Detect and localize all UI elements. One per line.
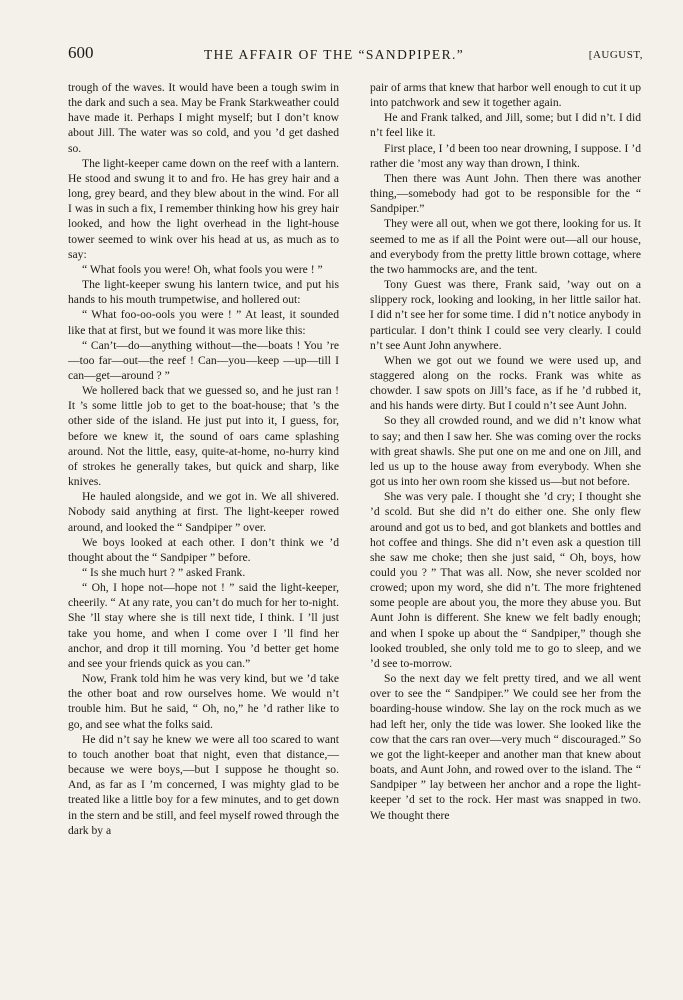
paragraph: Now, Frank told him he was very kind, but we ’d take the other boat and row ourselves home. We would n’t trouble him. But he said, “ Oh, no,” he ’d rather like to go, and see what the folks said. [68, 672, 339, 731]
paragraph: “ What foo-oo-ools you were ! ” At least, it sounded like that at first, but we found it was more like this: [68, 308, 339, 337]
paragraph: pair of arms that knew that harbor well enough to cut it up into patchwork and sew it together again. [370, 81, 641, 110]
paragraph: He did n’t say he knew we were all too scared to want to touch another boat that night, even that distance,—because we were boys,—but I suppose he thought so. And, as far as I ’m concerned, I was mighty glad to be treated like a little boy for a few minutes, and to get down in the stern and be still, and feel myself rowed through the dark by a [68, 732, 339, 837]
paragraph: He and Frank talked, and Jill, some; but I did n’t. I did n’t feel like it. [370, 111, 641, 140]
paragraph: So the next day we felt pretty tired, and we all went over to see the “ Sandpiper.” We could see her from the boarding-house window. She lay on the rock much as we had left her, only the tide was lower. She looked like the cow that the cars ran over—very much “ discouraged.” So we got the light-keeper and another man that knew about boats, and Aunt John, and rowed over to the island. The “ Sandpiper ” lay between her anchor and a rope the light-keeper ’d set to the rock. Her mast was snapped in two. We thought there [370, 672, 641, 822]
paragraph: He hauled alongside, and we got in. We all shivered. Nobody said anything at first. The light-keeper rowed around, and looked the “ Sandpiper ” over. [68, 490, 339, 534]
paragraph: When we got out we found we were used up, and staggered along on the rocks. Frank was white as chowder. I saw spots on Jill’s face, as if he ’d rubbed it, and his hands were dirty. But I could n’t see Aunt John. [370, 353, 641, 413]
paragraph: She was very pale. I thought she ’d cry; I thought she ’d scold. But she did n’t do either one. She only flew around and got us to bed, and got blankets and bottles and hot coffee and things. She did n’t even ask a question till she saw me choke; then she just said, “ Oh, boys, how could you ? ” That was all. Now, she never scolded nor crowed; upon my word, she did n’t. The more frightened some people are about you, the more they abuse you. But Aunt John is different. She knew we felt badly enough; and when I spoke up about the “ Sandpiper,” though she looked troubled, she only told me to go to sleep, and we ’d see to-morrow. [370, 490, 641, 670]
paragraph: Tony Guest was there, Frank said, ’way out on a slippery rock, looking and looking, in her little sailor hat. I did n’t see her for some time. I did n’t notice anybody in particular. I don’t think I could see very clearly. I could n’t see Aunt John anywhere. [370, 278, 641, 352]
paragraph: “ Can’t—do—anything without—the—boats ! You ’re—too far—out—the reef ! Can—you—keep —up—till I can—get—around ? ” [68, 338, 339, 382]
paragraph: We hollered back that we guessed so, and he just ran ! It ’s some little job to get to the boat-house; that ’s the other side of the island. He just put into it, I guess, for, before we knew it, the sound of oars came splashing around. Not the little, easy, quite-at-home, no-hurry kind of strokes he generally takes, but quick and sharp, like knives. [68, 384, 339, 489]
page-header [68, 44, 643, 66]
paragraph: They were all out, when we got there, looking for us. It seemed to me as if all the Point were out—all our house, and everybody from the pretty little brown cottage, where the two hammocks are, and the tent. [370, 217, 641, 276]
left-column [68, 80, 339, 838]
paragraph: The light-keeper came down on the reef with a lantern. He stood and swung it to and fro. He has grey hair and a long, grey beard, and they blew about in the wind. For all I was in such a fix, I remember thinking how his grey hair looked, and how the light overhead in the light-house tower seemed to wink over his head at us, as much as to say: [68, 156, 339, 261]
paragraph: The light-keeper swung his lantern twice, and put his hands to his mouth trumpetwise, and hollered out: [68, 278, 339, 307]
paragraph: Then there was Aunt John. Then there was another thing,—somebody had got to be responsible for the “ Sandpiper.” [370, 171, 641, 216]
paragraph: “ Oh, I hope not—hope not ! ” said the light-keeper, cheerily. “ At any rate, you can’t do much for her to-night. She ’ll stay where she is till next tide, I think. I ’ll just take you home, and when I come over I ’ll find her anchor, and drop it till morning. You ’d better get home and see your friends quick as you can.” [68, 581, 339, 670]
paragraph: trough of the waves. It would have been a tough swim in the dark and such a sea. May be Frank Starkweather could have made it. Perhaps I might myself; but I don’t know about Jill. The water was so cold, and you ’d get dashed so. [68, 81, 339, 155]
paragraph: “ What fools you were! Oh, what fools you were ! ” [82, 262, 323, 276]
page-number: 600 [68, 43, 94, 62]
running-title: THE AFFAIR OF THE “SANDPIPER.” [204, 47, 465, 62]
issue-month: [AUGUST, [588, 49, 643, 61]
paragraph: First place, I ’d been too near drowning, I suppose. I ’d rather die ’most any way than drown, I think. [370, 141, 641, 170]
paragraph: “ Is she much hurt ? ” asked Frank. [82, 566, 246, 579]
paragraph: We boys looked at each other. I don’t think we ’d thought about the “ Sandpiper ” before. [68, 535, 339, 564]
paragraph: So they all crowded round, and we did n’t know what to say; and then I saw her. She was coming over the rocks with great shawls. She put one on me and one on Jill, and led us up to the house away from everybody. When she got us into her own room she kissed us—but not before. [370, 414, 641, 489]
right-column [370, 80, 641, 823]
